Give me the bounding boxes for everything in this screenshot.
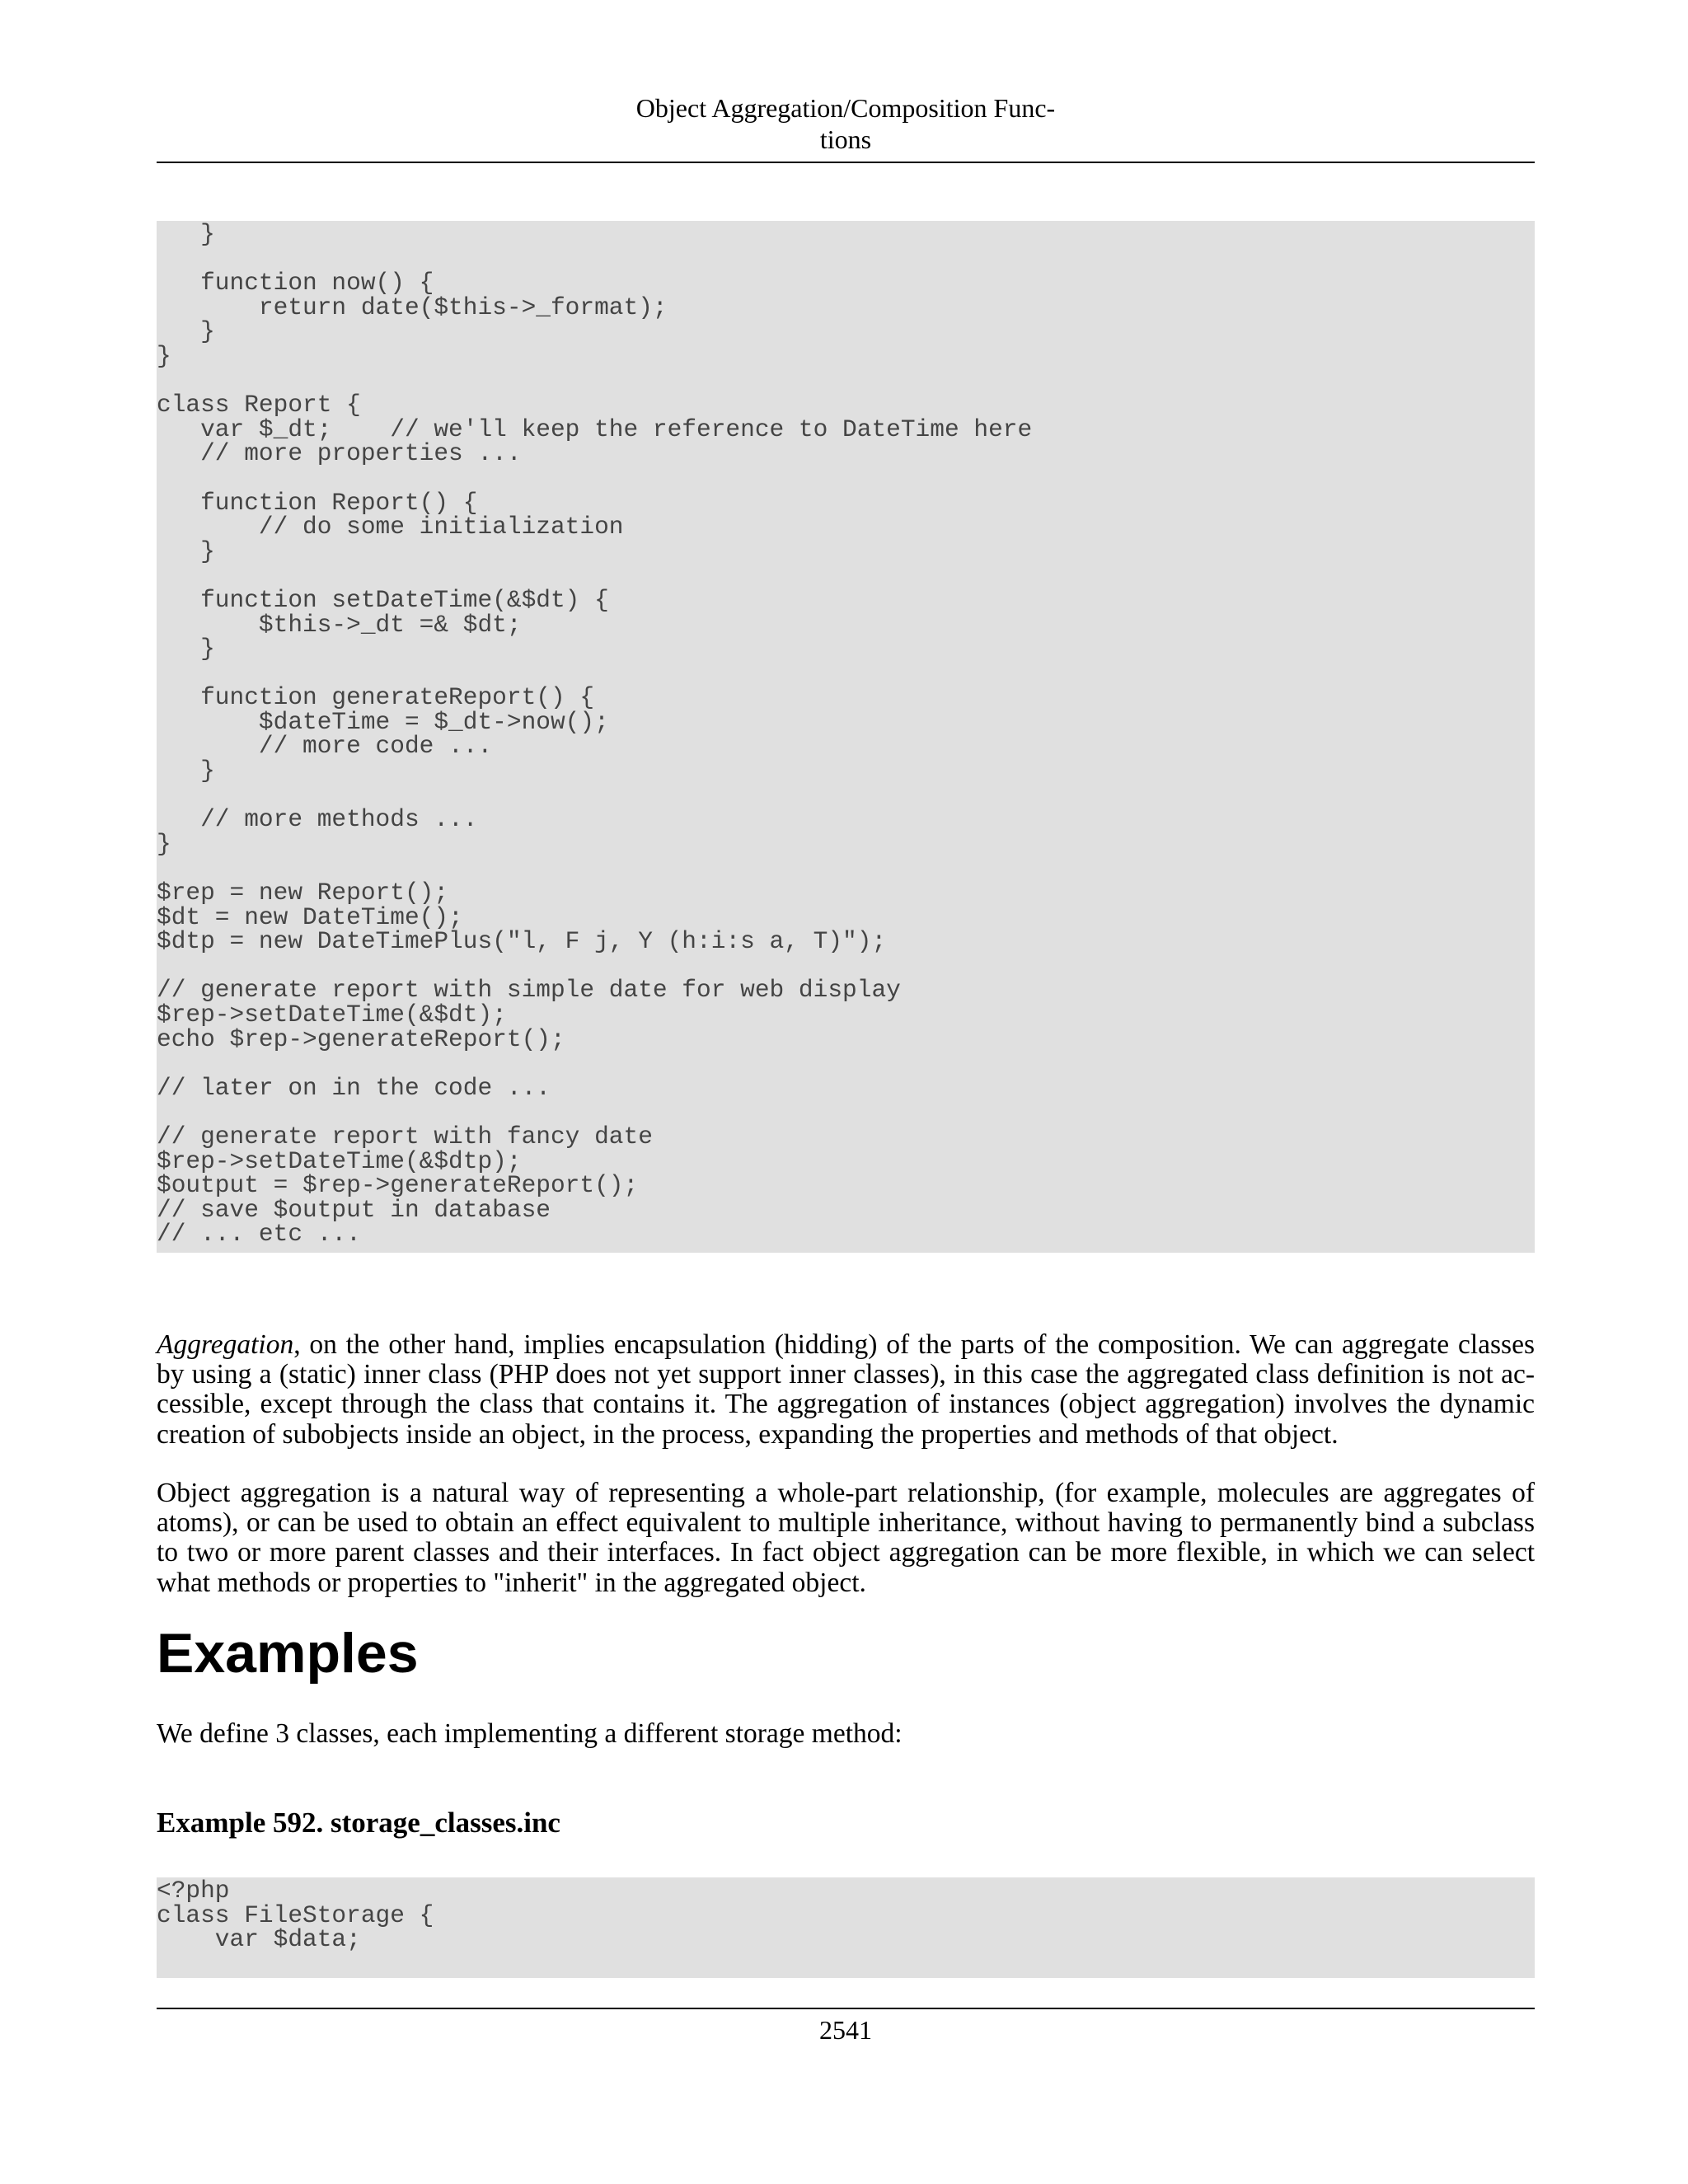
- code-block-report-example: [157, 221, 1535, 1253]
- code-line: function Report() {: [157, 488, 478, 517]
- code-line: [157, 662, 1535, 687]
- code-line: // generate report with fancy date: [157, 1122, 653, 1151]
- code-line: $output = $rep->generateReport();: [157, 1171, 639, 1200]
- code-line: class Report {: [157, 391, 361, 419]
- code-line: }: [157, 757, 215, 785]
- code-line: $dt = new DateTime();: [157, 902, 463, 931]
- code-line: }: [157, 829, 171, 858]
- paragraph-object-aggregation: Object aggregation is a natural way of representing a whole-part relationship, (for example, molecules are aggregates of atoms), or can be used to obtain an effect equivalent to multiple inheritance, without having to permanently bind a subclass to two or more parent classes and their interfaces. In fact object aggregation can be more flexible, in which we can select what methods or properties to "inherit" in the aggregated object.: [157, 1478, 1535, 1598]
- code-line: [157, 247, 1535, 272]
- code-line: }: [157, 341, 171, 370]
- running-header: [157, 92, 1535, 163]
- code-line: echo $rep->generateReport();: [157, 1024, 565, 1053]
- code-line: // do some initialization: [157, 513, 624, 541]
- section-heading-examples: Examples: [157, 1622, 419, 1685]
- code-line: $dtp = new DateTimePlus("l, F j, Y (h:i:s a, T)");: [157, 927, 887, 956]
- header-title-line-2: tions: [819, 124, 872, 154]
- code-line: }: [157, 317, 215, 346]
- code-line: <?php: [157, 1877, 230, 1905]
- code-line: $dateTime = $_dt->now();: [157, 707, 609, 736]
- code-line: }: [157, 220, 215, 248]
- paragraph-examples-intro: We define 3 classes, each implementing a different storage method:: [157, 1718, 903, 1749]
- example-title: Example 592. storage_classes.inc: [157, 1807, 560, 1839]
- code-line: [157, 1100, 1535, 1125]
- header-title-line-1: Object Aggregation/Composition Func-: [635, 93, 1056, 123]
- code-line: function generateReport() {: [157, 683, 595, 712]
- code-line: [157, 784, 1535, 808]
- aggregation-term: Aggregation: [157, 1329, 294, 1360]
- code-line: $rep->setDateTime(&$dtp);: [157, 1146, 522, 1175]
- code-line: [157, 856, 1535, 881]
- code-line: [157, 466, 1535, 491]
- code-block-storage-classes: [157, 1877, 1535, 1978]
- code-line: var $_dt; // we'll keep the reference to DateTime here: [157, 415, 1033, 443]
- code-line: var $data;: [157, 1925, 361, 1954]
- code-line: // later on in the code ...: [157, 1073, 551, 1102]
- code-line: // more properties ...: [157, 439, 522, 468]
- code-line: function now() {: [157, 269, 434, 298]
- code-line: // generate report with simple date for web display: [157, 976, 901, 1005]
- code-line: // save $output in database: [157, 1195, 551, 1224]
- code-line: }: [157, 537, 215, 565]
- page-footer: [157, 2008, 1535, 2046]
- code-line: $rep->setDateTime(&$dt);: [157, 1001, 507, 1029]
- code-line: function setDateTime(&$dt) {: [157, 585, 609, 614]
- code-line: // more methods ...: [157, 805, 478, 834]
- aggregation-text: , on the other hand, implies encapsulation (hidding) of the parts of the composition. We can aggregate classes by using a (static) inner class (PHP does not yet support inner classes), in this case the aggregated class definition is not ac-cessible, except through the class that contains it. The aggregation of instances (object aggregation) involves the dynamic creation of subobjects inside an object, in the process, expanding the properties and methods of that object.: [157, 1329, 1535, 1450]
- code-line: }: [157, 635, 215, 663]
- paragraph-aggregation: [157, 1330, 1535, 1450]
- code-line: $this->_dt =& $dt;: [157, 610, 522, 639]
- code-line: // more code ...: [157, 732, 493, 761]
- code-line: return date($this->_format);: [157, 293, 668, 321]
- code-line: [157, 1052, 1535, 1076]
- code-line: // ... etc ...: [157, 1220, 361, 1249]
- code-line: class FileStorage {: [157, 1900, 434, 1929]
- page-number: 2541: [819, 2015, 872, 2045]
- code-line: [157, 369, 1535, 394]
- code-line: $rep = new Report();: [157, 879, 449, 907]
- code-line: [157, 954, 1535, 979]
- code-line: [157, 564, 1535, 588]
